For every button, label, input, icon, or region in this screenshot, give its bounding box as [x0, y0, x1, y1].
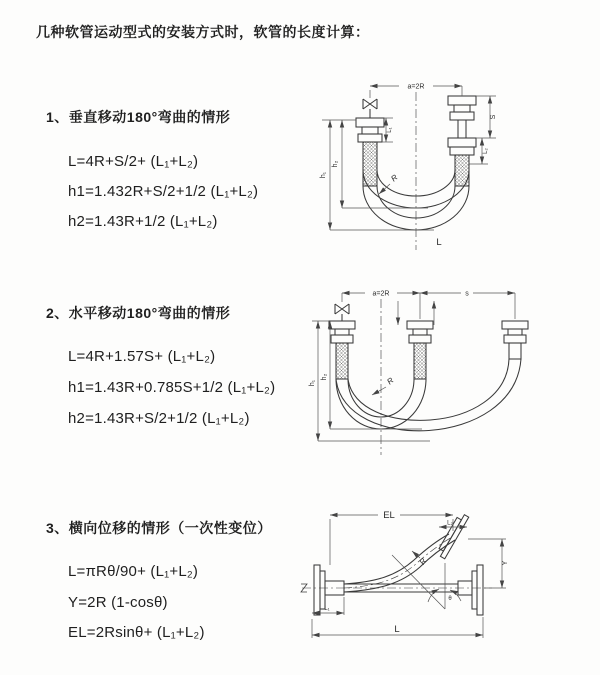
section-3-formula-EL: EL=2Rsinθ+ (L₁+L₂): [68, 624, 205, 641]
length-label: L: [436, 237, 442, 248]
valve-icon: [335, 304, 349, 321]
pipe-stub-right: [509, 343, 521, 359]
hose-assembly-2: [329, 299, 528, 455]
valve-icon: [363, 99, 377, 118]
dim-h1-label: h₁: [320, 171, 327, 179]
dim-s-label: S: [490, 114, 497, 120]
radius-label: R: [417, 556, 429, 567]
section-3-heading: 3、横向位移的情形（一次性变位）: [46, 520, 272, 536]
flange-right-upper: [448, 96, 476, 120]
diagram-horizontal-180-bend: [310, 283, 595, 463]
diagram-lateral-displacement: [298, 505, 598, 650]
radius-label: R: [385, 375, 396, 387]
hose-assembly-1: [356, 92, 476, 250]
hose-bend-arcs: [336, 359, 521, 431]
flange-right-lower: [448, 138, 476, 155]
section-2-formula-h1: h1=1.43R+0.785S+1/2 (L₁+L₂): [68, 379, 276, 396]
dim-stroke-label: s: [465, 290, 469, 298]
dim-el-label: EL: [383, 510, 395, 521]
section-2-heading: 2、水平移动180°弯曲的情形: [46, 305, 231, 321]
flange-right-upper-tilted: [436, 512, 469, 559]
dim-span-label: a=2R: [372, 290, 390, 298]
dim-length-label: L: [394, 624, 400, 635]
dim-h2-label: h₂: [332, 160, 339, 168]
radius-label: R: [389, 172, 400, 184]
angle-label: θ: [448, 596, 452, 602]
dim-span-label: a=2R: [407, 83, 425, 91]
page-title: 几种软管运动型式的安装方式时，软管的长度计算：: [36, 24, 370, 40]
section-1-formula-h2: h2=1.43R+1/2 (L₁+L₂): [68, 213, 218, 230]
flange-middle: [407, 321, 433, 343]
section-2-formula-L: L=4R+1.57S+ (L₁+L₂): [68, 348, 216, 365]
dim-y-label: Y: [502, 560, 509, 566]
braided-hose-left: [336, 343, 348, 379]
dim-l1-label: L₁: [387, 127, 393, 133]
flange-right: [502, 321, 528, 343]
hose-assembly-3: [301, 512, 492, 615]
dim-l2-label: L₂: [447, 520, 453, 527]
section-1-heading: 1、垂直移动180°弯曲的情形: [46, 109, 231, 125]
flange-left: [356, 118, 384, 142]
section-1-formula-h1: h1=1.432R+S/2+1/2 (L₁+L₂): [68, 183, 259, 200]
section-3-formula-Y: Y=2R (1-cosθ): [68, 594, 168, 611]
section-1-formula-L: L=4R+S/2+ (L₁+L₂): [68, 153, 199, 170]
dim-h1-label: h₁: [309, 379, 316, 387]
flange-left: [329, 321, 355, 343]
diagram-vertical-180-bend: [312, 72, 590, 260]
section-2-formula-h2: h2=1.43R+S/2+1/2 (L₁+L₂): [68, 410, 250, 427]
flange-right-lower: [458, 565, 483, 615]
braided-hose-left: [363, 142, 377, 186]
section-3-formula-L: L=πRθ/90+ (L₁+L₂): [68, 563, 199, 580]
dim-h2-label: h₂: [321, 373, 328, 381]
dim-l1-label: L₁: [324, 606, 330, 612]
braided-hose-middle: [414, 343, 426, 379]
dim-l2-label: L₂: [483, 148, 489, 154]
